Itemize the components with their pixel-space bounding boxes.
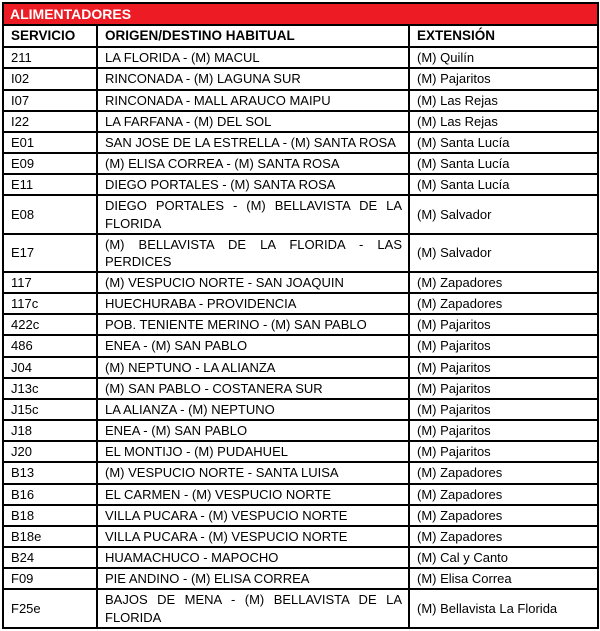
cell-extension: (M) Bellavista La Florida bbox=[409, 589, 598, 627]
table-row bbox=[3, 314, 598, 335]
cell-origen: ENEA - (M) SAN PABLO bbox=[97, 420, 409, 441]
cell-origen: (M) BELLAVISTA DE LA FLORIDA - LAS PERDICES bbox=[97, 234, 409, 272]
column-header-extension: EXTENSIÓN bbox=[409, 25, 598, 47]
cell-servicio: 486 bbox=[3, 335, 97, 356]
table-row bbox=[3, 589, 598, 627]
cell-origen: VILLA PUCARA - (M) VESPUCIO NORTE bbox=[97, 526, 409, 547]
table-row bbox=[3, 378, 598, 399]
cell-origen: LA ALIANZA - (M) NEPTUNO bbox=[97, 399, 409, 420]
table-row bbox=[3, 132, 598, 153]
table-row bbox=[3, 526, 598, 547]
cell-origen: LA FARFANA - (M) DEL SOL bbox=[97, 111, 409, 132]
cell-servicio: E17 bbox=[3, 234, 97, 272]
table-row bbox=[3, 441, 598, 462]
table-row bbox=[3, 293, 598, 314]
cell-origen: SAN JOSE DE LA ESTRELLA - (M) SANTA ROSA bbox=[97, 132, 409, 153]
cell-origen: PIE ANDINO - (M) ELISA CORREA bbox=[97, 568, 409, 589]
cell-origen: VILLA PUCARA - (M) VESPUCIO NORTE bbox=[97, 505, 409, 526]
cell-extension: (M) Salvador bbox=[409, 234, 598, 272]
cell-origen: DIEGO PORTALES - (M) SANTA ROSA bbox=[97, 174, 409, 195]
cell-servicio: E11 bbox=[3, 174, 97, 195]
cell-servicio: B18e bbox=[3, 526, 97, 547]
cell-servicio: E08 bbox=[3, 195, 97, 233]
cell-servicio: J18 bbox=[3, 420, 97, 441]
cell-origen: (M) VESPUCIO NORTE - SAN JOAQUIN bbox=[97, 272, 409, 293]
cell-servicio: 117 bbox=[3, 272, 97, 293]
cell-extension: (M) Quilín bbox=[409, 47, 598, 68]
table-row bbox=[3, 195, 598, 233]
cell-extension: (M) Cal y Canto bbox=[409, 547, 598, 568]
table-row bbox=[3, 505, 598, 526]
cell-origen: EL MONTIJO - (M) PUDAHUEL bbox=[97, 441, 409, 462]
cell-origen: POB. TENIENTE MERINO - (M) SAN PABLO bbox=[97, 314, 409, 335]
cell-extension: (M) Santa Lucía bbox=[409, 174, 598, 195]
cell-servicio: 422c bbox=[3, 314, 97, 335]
cell-origen: LA FLORIDA - (M) MACUL bbox=[97, 47, 409, 68]
cell-servicio: E01 bbox=[3, 132, 97, 153]
table-row bbox=[3, 272, 598, 293]
cell-origen: (M) ELISA CORREA - (M) SANTA ROSA bbox=[97, 153, 409, 174]
table-row bbox=[3, 174, 598, 195]
cell-origen: (M) SAN PABLO - COSTANERA SUR bbox=[97, 378, 409, 399]
cell-origen: HUAMACHUCO - MAPOCHO bbox=[97, 547, 409, 568]
cell-servicio: B13 bbox=[3, 462, 97, 483]
cell-extension: (M) Las Rejas bbox=[409, 111, 598, 132]
table-row bbox=[3, 399, 598, 420]
table-title-row bbox=[3, 3, 598, 25]
alimentadores-table bbox=[2, 2, 599, 629]
cell-servicio: B16 bbox=[3, 484, 97, 505]
table-row bbox=[3, 234, 598, 272]
table-row bbox=[3, 68, 598, 89]
cell-extension: (M) Zapadores bbox=[409, 505, 598, 526]
cell-servicio: J20 bbox=[3, 441, 97, 462]
cell-servicio: B24 bbox=[3, 547, 97, 568]
cell-extension: (M) Pajaritos bbox=[409, 378, 598, 399]
cell-servicio: J13c bbox=[3, 378, 97, 399]
table-row bbox=[3, 111, 598, 132]
table-row bbox=[3, 153, 598, 174]
cell-servicio: J04 bbox=[3, 357, 97, 378]
cell-extension: (M) Zapadores bbox=[409, 462, 598, 483]
table-body bbox=[3, 47, 598, 627]
cell-servicio: F09 bbox=[3, 568, 97, 589]
cell-extension: (M) Pajaritos bbox=[409, 399, 598, 420]
column-header-servicio: SERVICIO bbox=[3, 25, 97, 47]
cell-extension: (M) Santa Lucía bbox=[409, 153, 598, 174]
cell-origen: RINCONADA - (M) LAGUNA SUR bbox=[97, 68, 409, 89]
cell-extension: (M) Zapadores bbox=[409, 526, 598, 547]
cell-servicio: I02 bbox=[3, 68, 97, 89]
table-row bbox=[3, 547, 598, 568]
table-row bbox=[3, 484, 598, 505]
cell-extension: (M) Elisa Correa bbox=[409, 568, 598, 589]
cell-servicio: 211 bbox=[3, 47, 97, 68]
cell-extension: (M) Las Rejas bbox=[409, 90, 598, 111]
cell-servicio: F25e bbox=[3, 589, 97, 627]
cell-origen: RINCONADA - MALL ARAUCO MAIPU bbox=[97, 90, 409, 111]
cell-servicio: I22 bbox=[3, 111, 97, 132]
cell-extension: (M) Pajaritos bbox=[409, 441, 598, 462]
table-row bbox=[3, 568, 598, 589]
cell-extension: (M) Pajaritos bbox=[409, 357, 598, 378]
table-row bbox=[3, 47, 598, 68]
table-title: ALIMENTADORES bbox=[3, 3, 598, 25]
cell-extension: (M) Salvador bbox=[409, 195, 598, 233]
cell-origen: (M) VESPUCIO NORTE - SANTA LUISA bbox=[97, 462, 409, 483]
table-row bbox=[3, 90, 598, 111]
cell-extension: (M) Pajaritos bbox=[409, 420, 598, 441]
cell-servicio: E09 bbox=[3, 153, 97, 174]
column-header-origen-destino: ORIGEN/DESTINO HABITUAL bbox=[97, 25, 409, 47]
table-row bbox=[3, 357, 598, 378]
cell-origen: BAJOS DE MENA - (M) BELLAVISTA DE LA FLORIDA bbox=[97, 589, 409, 627]
cell-origen: HUECHURABA - PROVIDENCIA bbox=[97, 293, 409, 314]
cell-servicio: J15c bbox=[3, 399, 97, 420]
table-header-row bbox=[3, 25, 598, 47]
cell-origen: ENEA - (M) SAN PABLO bbox=[97, 335, 409, 356]
table-row bbox=[3, 420, 598, 441]
cell-extension: (M) Santa Lucía bbox=[409, 132, 598, 153]
cell-origen: DIEGO PORTALES - (M) BELLAVISTA DE LA FLORIDA bbox=[97, 195, 409, 233]
cell-extension: (M) Zapadores bbox=[409, 293, 598, 314]
cell-servicio: B18 bbox=[3, 505, 97, 526]
cell-extension: (M) Pajaritos bbox=[409, 68, 598, 89]
cell-origen: EL CARMEN - (M) VESPUCIO NORTE bbox=[97, 484, 409, 505]
cell-extension: (M) Pajaritos bbox=[409, 314, 598, 335]
table-row bbox=[3, 462, 598, 483]
table-row bbox=[3, 335, 598, 356]
cell-extension: (M) Zapadores bbox=[409, 484, 598, 505]
cell-servicio: 117c bbox=[3, 293, 97, 314]
cell-servicio: I07 bbox=[3, 90, 97, 111]
cell-origen: (M) NEPTUNO - LA ALIANZA bbox=[97, 357, 409, 378]
cell-extension: (M) Zapadores bbox=[409, 272, 598, 293]
cell-extension: (M) Pajaritos bbox=[409, 335, 598, 356]
